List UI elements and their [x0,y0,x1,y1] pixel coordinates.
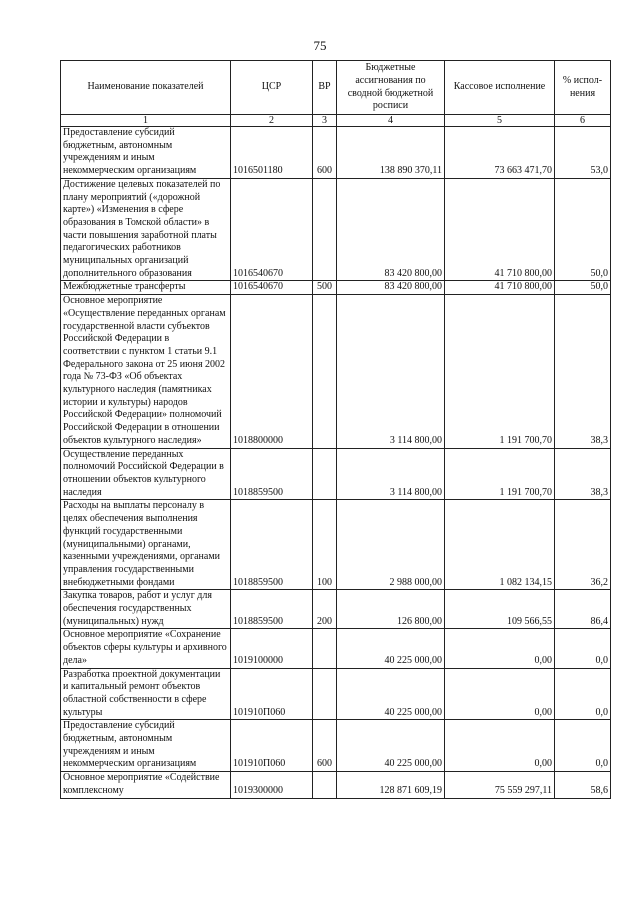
row-csr: 1018859500 [231,590,313,629]
row-budget: 40 225 000,00 [337,668,445,720]
column-number: 5 [445,115,555,127]
table-row [61,629,611,668]
row-vr: 500 [313,281,337,295]
table-row [61,448,611,500]
row-vr: 100 [313,500,337,590]
row-csr: 1018859500 [231,448,313,500]
column-number: 1 [61,115,231,127]
column-number: 6 [555,115,611,127]
row-csr: 1019100000 [231,629,313,668]
row-pct: 0,0 [555,720,611,772]
row-csr: 1019300000 [231,772,313,798]
row-pct: 50,0 [555,178,611,281]
row-pct: 50,0 [555,281,611,295]
row-cash: 41 710 800,00 [445,281,555,295]
table-row [61,127,611,179]
header-row [61,61,611,115]
row-pct: 86,4 [555,590,611,629]
row-csr: 101910П060 [231,720,313,772]
row-budget: 138 890 370,11 [337,127,445,179]
row-cash: 0,00 [445,629,555,668]
row-name: Осуществление переданных полномочий Российской Федерации в отношении объектов культурного наследия [61,448,231,500]
row-vr: 600 [313,720,337,772]
row-vr: 600 [313,127,337,179]
row-name: Разработка проектной документации и капитальный ремонт объектов областной собственности в сфере культуры [61,668,231,720]
header-budget: Бюджетные ассигнования по сводной бюджетной росписи [337,61,445,115]
table-row [61,590,611,629]
row-cash: 0,00 [445,720,555,772]
header-csr: ЦСР [231,61,313,115]
table-row [61,772,611,798]
column-number: 3 [313,115,337,127]
row-csr: 1016540670 [231,281,313,295]
table-row [61,720,611,772]
table-row [61,295,611,448]
row-vr [313,448,337,500]
row-cash: 1 191 700,70 [445,448,555,500]
row-name: Основное мероприятие «Сохранение объектов сферы культуры и архивного дела» [61,629,231,668]
row-pct: 38,3 [555,448,611,500]
row-vr [313,772,337,798]
row-csr: 101910П060 [231,668,313,720]
header-name: Наименование показателей [61,61,231,115]
row-cash: 75 559 297,11 [445,772,555,798]
row-cash: 1 191 700,70 [445,295,555,448]
row-pct: 53,0 [555,127,611,179]
row-vr [313,295,337,448]
table-row [61,668,611,720]
row-budget: 2 988 000,00 [337,500,445,590]
row-name: Межбюджетные трансферты [61,281,231,295]
row-cash: 73 663 471,70 [445,127,555,179]
row-pct: 38,3 [555,295,611,448]
row-csr: 1018800000 [231,295,313,448]
row-csr: 1018859500 [231,500,313,590]
table-row [61,178,611,281]
row-name: Предоставление субсидий бюджетным, автономным учреждениям и иным некоммерческим организациям [61,127,231,179]
row-budget: 3 114 800,00 [337,448,445,500]
row-name: Достижение целевых показателей по плану мероприятий («дорожной карте») «Изменения в сфере образования в Томской области» в части повышения заработной платы педагогических работников муниципальных организаций дополнительного образования [61,178,231,281]
table-row [61,500,611,590]
row-vr [313,629,337,668]
row-cash: 0,00 [445,668,555,720]
column-number: 2 [231,115,313,127]
row-cash: 1 082 134,15 [445,500,555,590]
row-csr: 1016501180 [231,127,313,179]
row-cash: 41 710 800,00 [445,178,555,281]
header-vr: ВР [313,61,337,115]
row-name: Предоставление субсидий бюджетным, автономным учреждениям и иным некоммерческим организациям [61,720,231,772]
row-vr: 200 [313,590,337,629]
row-budget: 83 420 800,00 [337,281,445,295]
header-pct: % испол-нения [555,61,611,115]
row-pct: 58,6 [555,772,611,798]
row-budget: 126 800,00 [337,590,445,629]
row-name: Закупка товаров, работ и услуг для обеспечения государственных (муниципальных) нужд [61,590,231,629]
page-number: 75 [313,38,327,53]
table-row [61,281,611,295]
row-name: Основное мероприятие «Осуществление переданных органам государственной власти субъектов Российской Федерации в соответствии с пунктом 1 статьи 9.1 Федерального закона от 25 июня 2002 года № 73-ФЗ «Об объектах культурного наследия (памятниках истории и культуры) народов Российской Федерации» полномочий Российской Федерации в отношении объектов культурного наследия» [61,295,231,448]
row-budget: 40 225 000,00 [337,720,445,772]
row-pct: 0,0 [555,629,611,668]
row-budget: 128 871 609,19 [337,772,445,798]
column-number: 4 [337,115,445,127]
row-budget: 40 225 000,00 [337,629,445,668]
row-csr: 1016540670 [231,178,313,281]
header-cash: Кассовое исполнение [445,61,555,115]
row-name: Расходы на выплаты персоналу в целях обеспечения выполнения функций государственными (муниципальными) органами, казенными учреждениями, органами управления государственными внебюджетными фондами [61,500,231,590]
row-name: Основное мероприятие «Содействие комплексному [61,772,231,798]
row-budget: 83 420 800,00 [337,178,445,281]
row-budget: 3 114 800,00 [337,295,445,448]
budget-execution-table [60,60,611,799]
column-number-row [61,115,611,127]
row-cash: 109 566,55 [445,590,555,629]
row-pct: 0,0 [555,668,611,720]
row-pct: 36,2 [555,500,611,590]
row-vr [313,178,337,281]
row-vr [313,668,337,720]
